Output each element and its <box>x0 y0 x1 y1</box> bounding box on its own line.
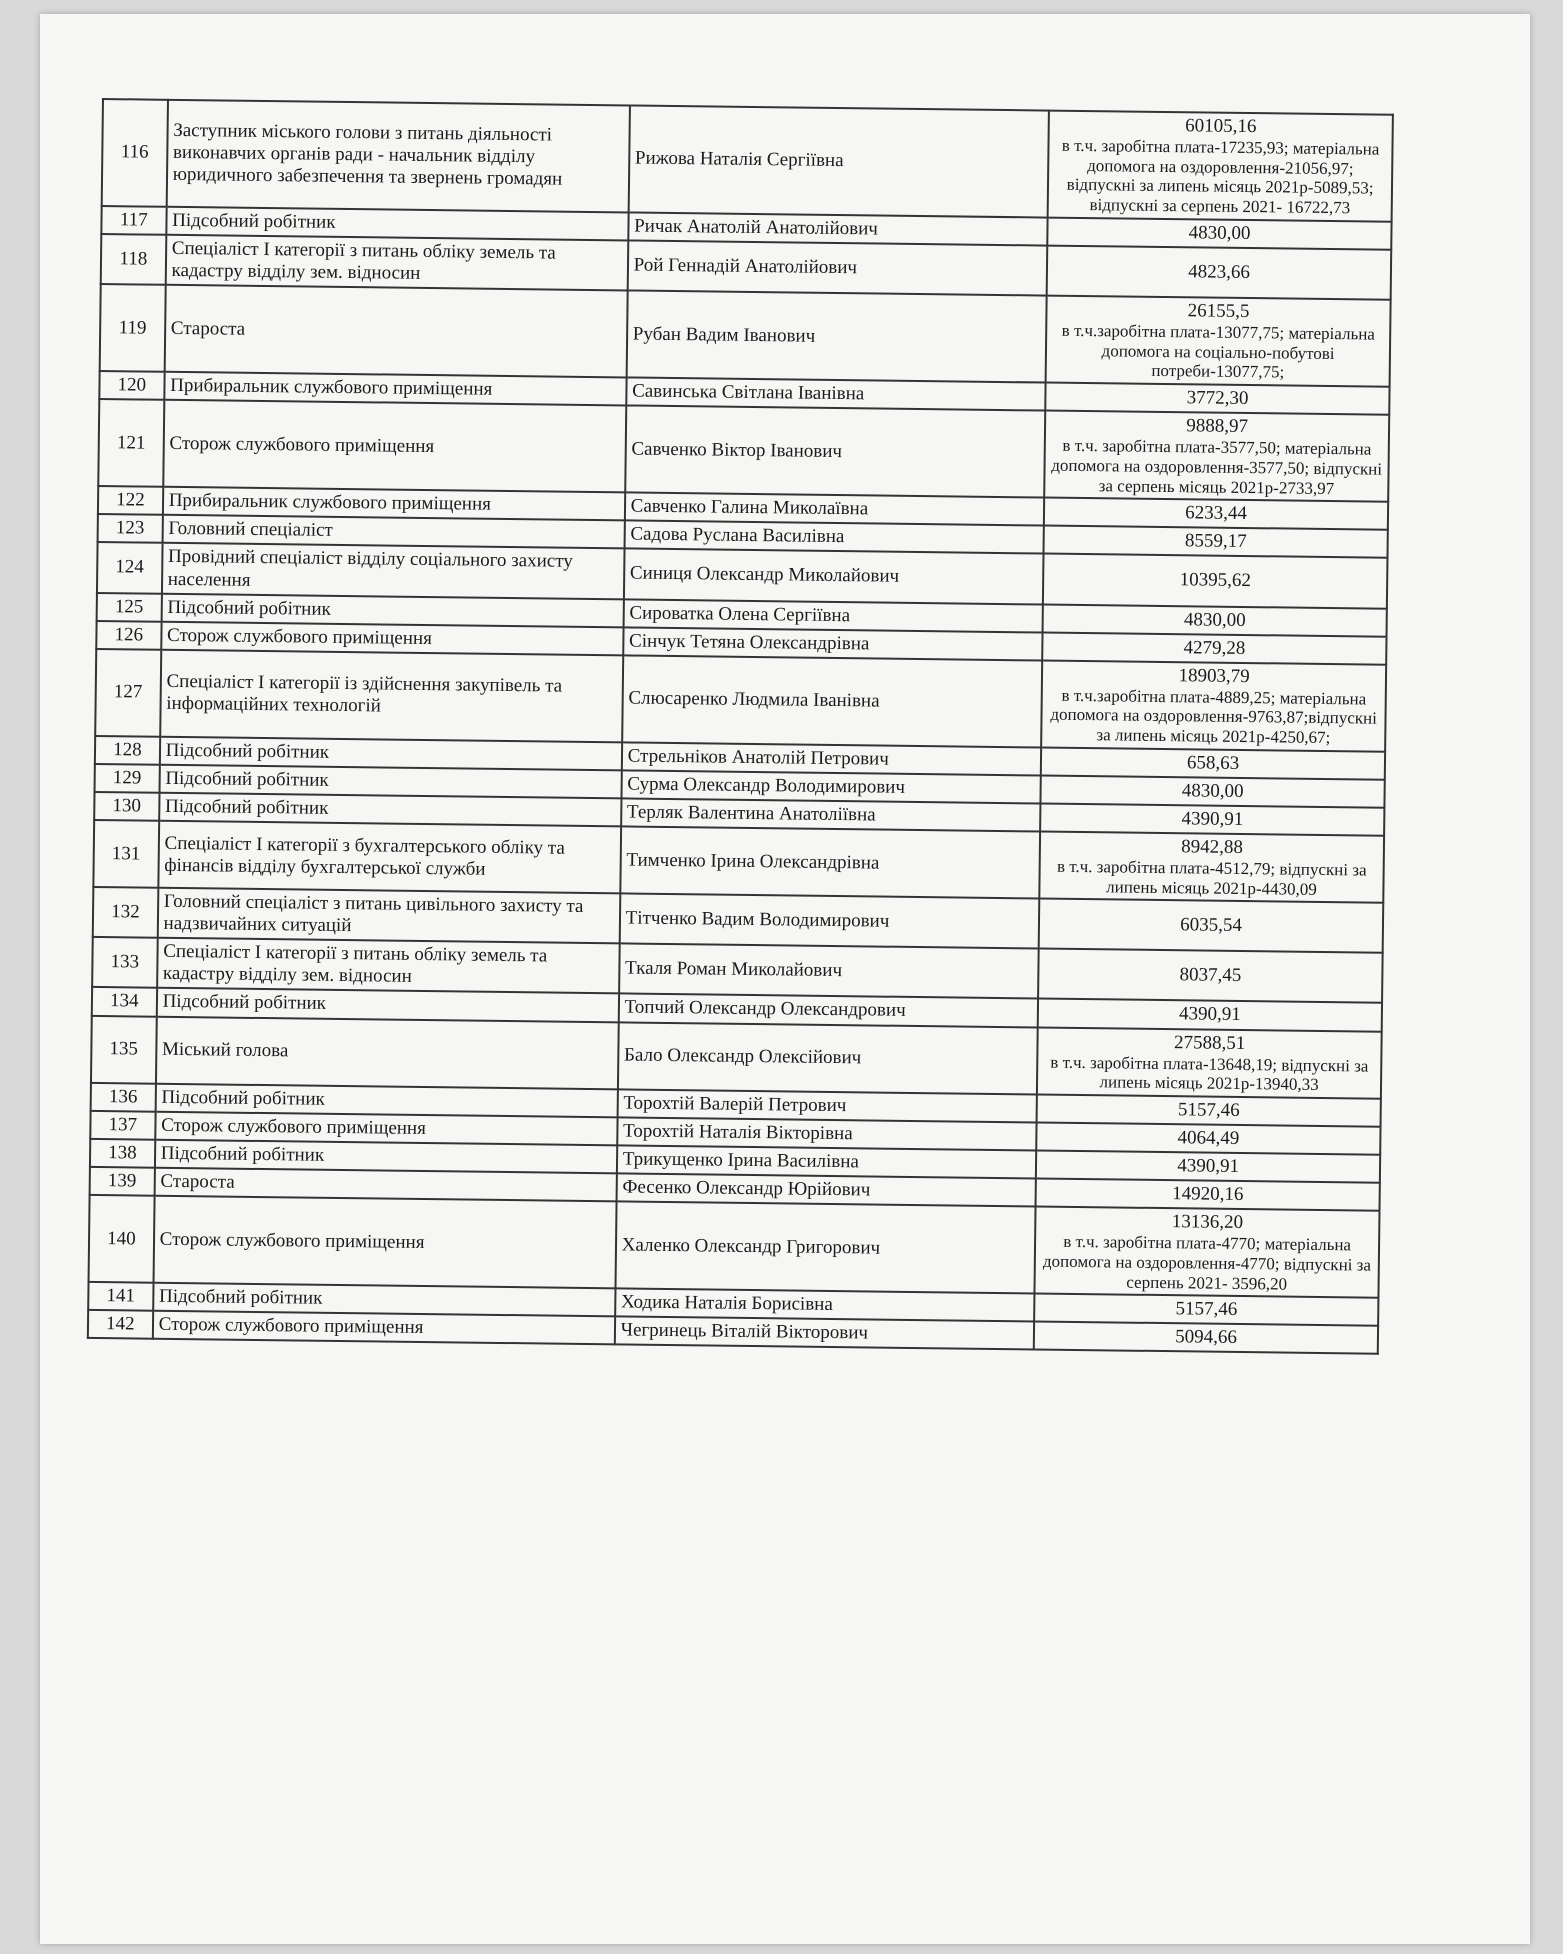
employee-name-cell: Стрельніков Анатолій Петрович <box>622 742 1042 775</box>
position-cell: Спеціаліст І категорії з питань обліку земель та кадастру відділу зем. відносин <box>165 235 628 291</box>
row-number-cell: 136 <box>91 1083 156 1112</box>
row-number-cell: 142 <box>88 1310 153 1339</box>
amount-breakdown: в т.ч.заробітна плата-13077,75; матеріальна допомога на соціально-побутові потреби-13077,75; <box>1061 320 1376 382</box>
position-cell: Сторож службового приміщення <box>161 621 623 655</box>
employee-name-cell: Савченко Галина Миколаївна <box>625 493 1045 526</box>
employee-name-cell: Савченко Віктор Іванович <box>625 406 1046 498</box>
row-number-cell: 133 <box>92 937 157 988</box>
row-number-cell: 132 <box>93 887 158 938</box>
employee-name-cell: Сироватка Олена Сергіївна <box>623 599 1043 632</box>
amount-cell <box>1043 554 1387 608</box>
amount-total: 18903,79 <box>1178 664 1250 687</box>
position-cell: Міський голова <box>156 1016 619 1089</box>
employee-name-cell: Сінчук Тетяна Олександрівна <box>623 627 1043 660</box>
amount-cell <box>1037 1027 1382 1099</box>
employee-name-cell: Топчий Олександр Олександрович <box>618 994 1038 1027</box>
position-cell: Спеціаліст І категорії із здійснення закупівель та інформаційних технологій <box>160 649 623 742</box>
amount-total: 6233,44 <box>1185 502 1248 525</box>
amount-total: 8559,17 <box>1184 530 1247 553</box>
position-cell: Прибиральник службового приміщення <box>163 487 625 521</box>
table-row <box>95 649 1386 752</box>
position-cell: Сторож службового приміщення <box>163 400 626 493</box>
amount-cell <box>1044 498 1388 530</box>
position-cell: Підсобний робітник <box>161 593 623 627</box>
position-cell: Підсобний робітник <box>156 988 618 1022</box>
amount-total: 8942,88 <box>1181 836 1244 858</box>
amount-total: 8037,45 <box>1179 964 1242 987</box>
employee-name-cell: Трикущенко Ірина Василівна <box>617 1145 1037 1178</box>
row-number-cell: 129 <box>95 764 160 793</box>
employee-name-cell: Синиця Олександр Миколайович <box>624 549 1044 604</box>
row-number-cell: 116 <box>102 99 168 207</box>
amount-total: 10395,62 <box>1179 569 1252 592</box>
table-row <box>89 1195 1380 1298</box>
amount-cell <box>1037 1094 1381 1126</box>
amount-total: 3772,30 <box>1186 387 1249 410</box>
position-cell: Староста <box>164 285 627 378</box>
payments-table-body <box>88 99 1393 1354</box>
employee-name-cell: Савинська Світлана Іванівна <box>626 378 1046 411</box>
position-cell: Староста <box>154 1168 616 1202</box>
amount-cell <box>1035 1207 1380 1298</box>
amount-cell <box>1044 411 1389 502</box>
amount-cell <box>1048 111 1393 222</box>
amount-cell <box>1048 217 1392 249</box>
scanned-page <box>40 14 1530 1944</box>
amount-cell <box>1043 604 1387 636</box>
row-number-cell: 139 <box>90 1167 155 1196</box>
position-cell: Головний спеціаліст з питань цивільного захисту та надзвичайних ситуацій <box>157 888 620 944</box>
table-row <box>100 284 1391 387</box>
amount-breakdown: в т.ч. заробітна плата-4512,79; відпускні за липень місяць 2021р-4430,09 <box>1056 856 1367 899</box>
position-cell: Підсобний робітник <box>159 793 621 827</box>
employee-name-cell: Чегринець Віталій Вікторович <box>614 1317 1034 1350</box>
amount-cell <box>1038 949 1382 1003</box>
row-number-cell: 118 <box>101 234 166 285</box>
position-cell: Сторож службового приміщення <box>153 1311 615 1345</box>
amount-cell <box>1039 899 1383 953</box>
amount-total: 4390,91 <box>1177 1155 1240 1178</box>
employee-name-cell: Сурма Олександр Володимирович <box>621 770 1041 803</box>
row-number-cell: 117 <box>101 206 166 235</box>
row-number-cell: 131 <box>93 820 159 888</box>
amount-cell <box>1034 1322 1378 1354</box>
amount-breakdown: в т.ч. заробітна плата-3577,50; матеріальна допомога на оздоровлення-3577,50; відпускні за серпень місяць 2021р-2733,97 <box>1051 436 1383 498</box>
employee-name-cell: Рижова Наталія Сергіївна <box>628 105 1049 217</box>
table-row <box>102 99 1393 222</box>
employee-name-cell: Тимченко Ірина Олександрівна <box>620 826 1040 899</box>
employee-name-cell: Халенко Олександр Григорович <box>615 1201 1036 1293</box>
amount-cell <box>1040 803 1384 835</box>
position-cell: Підсобний робітник <box>160 737 622 771</box>
row-number-cell: 125 <box>97 593 162 622</box>
amount-total: 60105,16 <box>1185 115 1257 138</box>
amount-total: 5094,66 <box>1175 1326 1238 1349</box>
employee-name-cell: Тітченко Вадим Володимирович <box>619 894 1039 949</box>
amount-cell <box>1044 526 1388 558</box>
amount-total: 4390,91 <box>1178 1003 1241 1026</box>
employee-name-cell: Ткаля Роман Миколайович <box>619 944 1039 999</box>
position-cell: Підсобний робітник <box>159 765 621 799</box>
amount-total: 9888,97 <box>1186 415 1249 438</box>
amount-total: 4064,49 <box>1177 1127 1240 1149</box>
position-cell: Підсобний робітник <box>166 207 628 241</box>
row-number-cell: 121 <box>98 399 164 487</box>
amount-total: 4279,28 <box>1183 636 1246 659</box>
amount-total: 6035,54 <box>1180 914 1243 937</box>
row-number-cell: 120 <box>99 371 164 400</box>
amount-total: 4830,00 <box>1183 608 1246 631</box>
position-cell: Підсобний робітник <box>155 1140 617 1174</box>
position-cell: Спеціаліст І категорії з бухгалтерського обліку та фінансів відділу бухгалтерської служби <box>158 821 621 894</box>
amount-cell <box>1045 383 1389 415</box>
amount-breakdown: в т.ч.заробітна плата-4889,25; матеріальна допомога на оздоровлення-9763,87;відпускні за липень місяць 2021р-4250,67; <box>1050 685 1378 748</box>
position-cell: Підсобний робітник <box>155 1084 617 1118</box>
position-cell: Провідний спеціаліст відділу соціального захисту населення <box>162 543 625 599</box>
row-number-cell: 124 <box>97 542 162 593</box>
amount-cell <box>1042 632 1386 664</box>
amount-cell <box>1034 1294 1378 1326</box>
position-cell: Підсобний робітник <box>153 1283 615 1317</box>
row-number-cell: 141 <box>88 1282 153 1311</box>
employee-name-cell: Торохтій Наталія Вікторівна <box>617 1117 1037 1150</box>
employee-name-cell: Ходика Наталія Борисівна <box>615 1289 1035 1322</box>
amount-breakdown: в т.ч. заробітна плата-4770; матеріальна допомога на оздоровлення-4770; відпускні за серпень 2021- 3596,20 <box>1042 1231 1372 1294</box>
amount-cell <box>1036 1122 1380 1154</box>
amount-cell <box>1046 296 1391 387</box>
employee-name-cell: Фесенко Олександр Юрійович <box>616 1173 1036 1206</box>
employee-name-cell: Бало Олександр Олексійович <box>618 1022 1038 1095</box>
row-number-cell: 140 <box>89 1195 155 1283</box>
amount-total: 26155,5 <box>1187 300 1250 323</box>
amount-total: 5157,46 <box>1177 1099 1240 1121</box>
row-number-cell: 126 <box>96 621 161 650</box>
employee-name-cell: Рубан Вадим Іванович <box>626 290 1047 382</box>
employee-name-cell: Слюсаренко Людмила Іванівна <box>622 655 1043 747</box>
employee-name-cell: Рой Геннадій Анатолійович <box>627 240 1047 295</box>
amount-cell <box>1047 245 1391 299</box>
amount-total: 4830,00 <box>1188 222 1251 244</box>
amount-total: 14920,16 <box>1172 1183 1244 1206</box>
employee-name-cell: Ричак Анатолій Анатолійович <box>628 212 1048 245</box>
employee-name-cell: Садова Руслана Василівна <box>624 521 1044 554</box>
row-number-cell: 135 <box>91 1015 157 1083</box>
row-number-cell: 123 <box>98 514 163 543</box>
position-cell: Спеціаліст І категорії з питань обліку земель та кадастру відділу зем. відносин <box>157 938 620 994</box>
row-number-cell: 119 <box>100 284 166 372</box>
row-number-cell: 130 <box>94 792 159 821</box>
amount-cell <box>1040 831 1385 903</box>
amount-breakdown: в т.ч. заробітна плата-17235,93; матеріальна допомога на оздоровлення-21056,97; відпускні за липень місяць 2021р-5089,53; відпускні за серпень 2021- 16722,73 <box>1061 135 1380 218</box>
amount-cell <box>1036 1151 1380 1183</box>
row-number-cell: 122 <box>98 486 163 515</box>
payments-table <box>87 98 1394 1355</box>
amount-total: 4390,91 <box>1181 808 1244 830</box>
amount-cell <box>1041 775 1385 807</box>
amount-cell <box>1036 1179 1380 1211</box>
row-number-cell: 138 <box>90 1139 155 1168</box>
position-cell: Заступник міського голови з питань діяльності виконавчих органів ради - начальник відділу юридичного забезпечення та звернень громадян <box>166 100 629 213</box>
amount-cell <box>1041 747 1385 779</box>
row-number-cell: 134 <box>92 987 157 1016</box>
amount-total: 27588,51 <box>1173 1031 1246 1054</box>
amount-total: 4823,66 <box>1188 261 1251 283</box>
position-cell: Сторож службового приміщення <box>155 1112 617 1146</box>
position-cell: Прибиральник службового приміщення <box>164 372 626 406</box>
position-cell: Головний спеціаліст <box>162 515 624 549</box>
row-number-cell: 127 <box>95 649 161 737</box>
amount-total: 658,63 <box>1186 752 1240 774</box>
amount-total: 4830,00 <box>1181 780 1244 802</box>
position-cell: Сторож службового приміщення <box>153 1196 616 1289</box>
employee-name-cell: Торохтій Валерій Петрович <box>617 1089 1037 1122</box>
table-row <box>98 399 1389 502</box>
amount-cell <box>1041 660 1386 751</box>
row-number-cell: 128 <box>95 736 160 765</box>
row-number-cell: 137 <box>90 1111 155 1140</box>
amount-total: 5157,46 <box>1175 1298 1238 1321</box>
amount-breakdown: в т.ч. заробітна плата-13648,19; відпускні за липень місяць 2021р-13940,33 <box>1050 1052 1369 1095</box>
amount-total: 13136,20 <box>1171 1211 1244 1234</box>
employee-name-cell: Терляк Валентина Анатоліївна <box>621 798 1041 831</box>
amount-cell <box>1038 999 1382 1031</box>
